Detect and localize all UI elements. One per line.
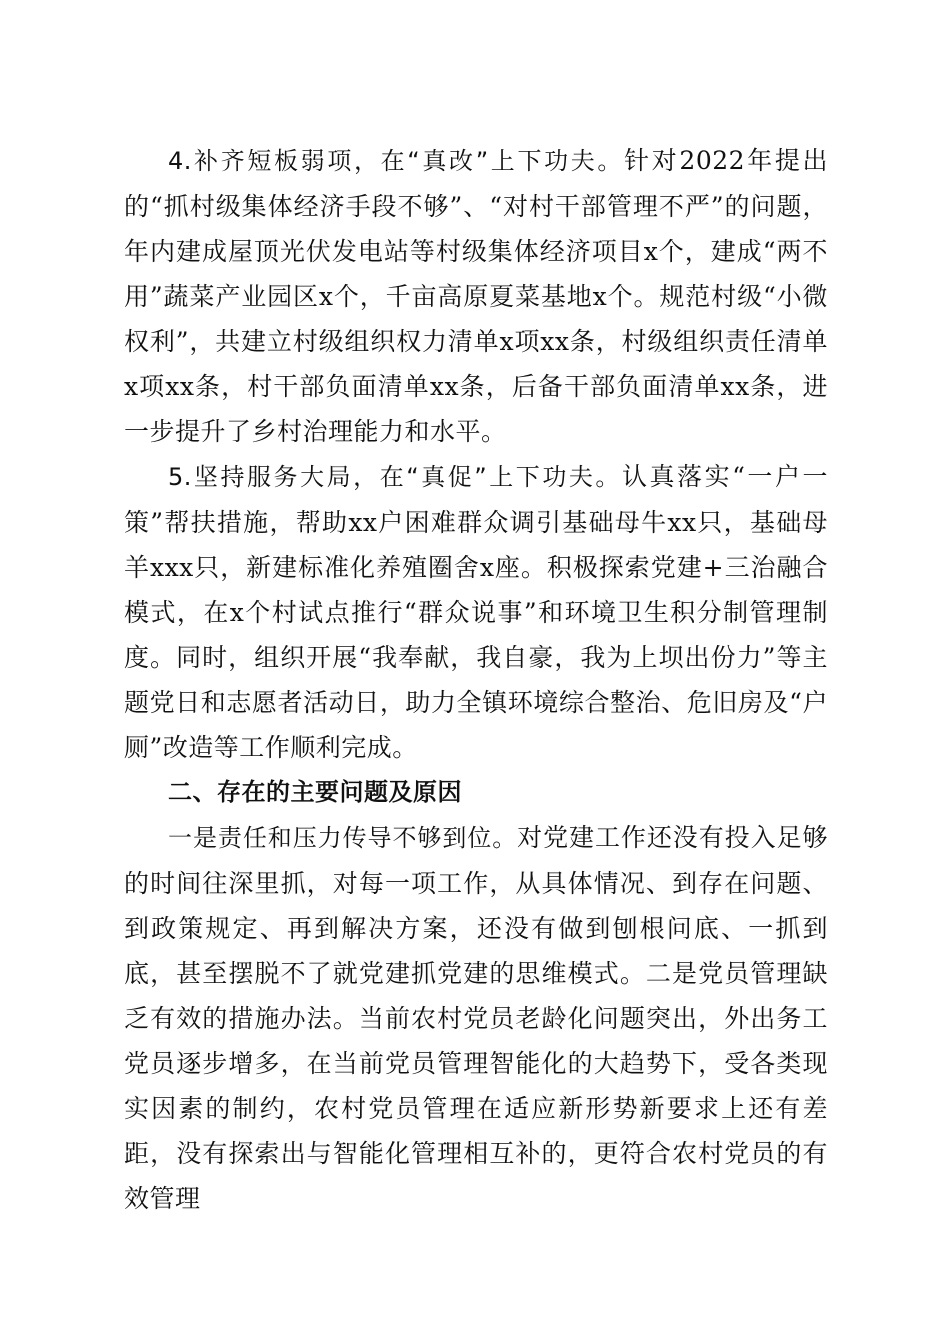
paragraph-item-5 bbox=[124, 454, 828, 770]
paragraph-text: 认真落实“一户一策”帮扶措施，帮助xx户困难群众调引基础母牛xx只，基础母羊xxx只，新建标准化养殖圈舍x座。积极探索党建+三治融合模式，在x个村试点推行“群众说事”和环境卫生积分制管理制度。同时，组织开展“我奉献，我自豪，我为上坝出份力”等主题党日和志愿者活动日，助力全镇环境综合整治、危旧房及“户厕”改造等工作顺利完成。 bbox=[124, 462, 828, 762]
paragraph-lead: 一是责任和压力传导不够到位。 bbox=[168, 824, 518, 852]
paragraph-text: 针对2022年提出的“抓村级集体经济手段不够”、“对村干部管理不严”的问题，年内建成屋顶光伏发电站等村级集体经济项目x个，建成“两不用”蔬菜产业园区x个，千亩高原夏菜基地x个。规范村级“小微权利”，共建立村级组织权力清单x项xx条，村级组织责任清单x项xx条，村干部负面清单xx条，后备干部负面清单xx条，进一步提升了乡村治理能力和水平。 bbox=[124, 146, 829, 446]
paragraph-text: 对党建工作还没有投入足够的时间往深里抓，对每一项工作，从具体情况、到存在问题、到政策规定、再到解决方案，还没有做到刨根问底、一抓到底，甚至摆脱不了就党建抓党建的思维模式。二是党员管理缺乏有效的措施办法。当前农村党员老龄化问题突出，外出务工党员逐步增多，在当前党员管理智能化的大趋势下，受各类现实因素的制约，农村党员管理在适应新形势新要求上还有差距，没有探索出与智能化管理相互补的，更符合农村党员的有效管理 bbox=[124, 823, 828, 1213]
section-heading: 二、存在的主要问题及原因 bbox=[168, 778, 462, 806]
paragraph-item-4 bbox=[124, 138, 828, 454]
document-body bbox=[124, 138, 828, 1221]
paragraph-lead: 4.补齐短板弱项，在“真改”上下功夫。 bbox=[168, 147, 625, 175]
paragraph-lead: 5.坚持服务大局，在“真促”上下功夫。 bbox=[168, 463, 622, 491]
paragraph-issues bbox=[124, 815, 828, 1221]
